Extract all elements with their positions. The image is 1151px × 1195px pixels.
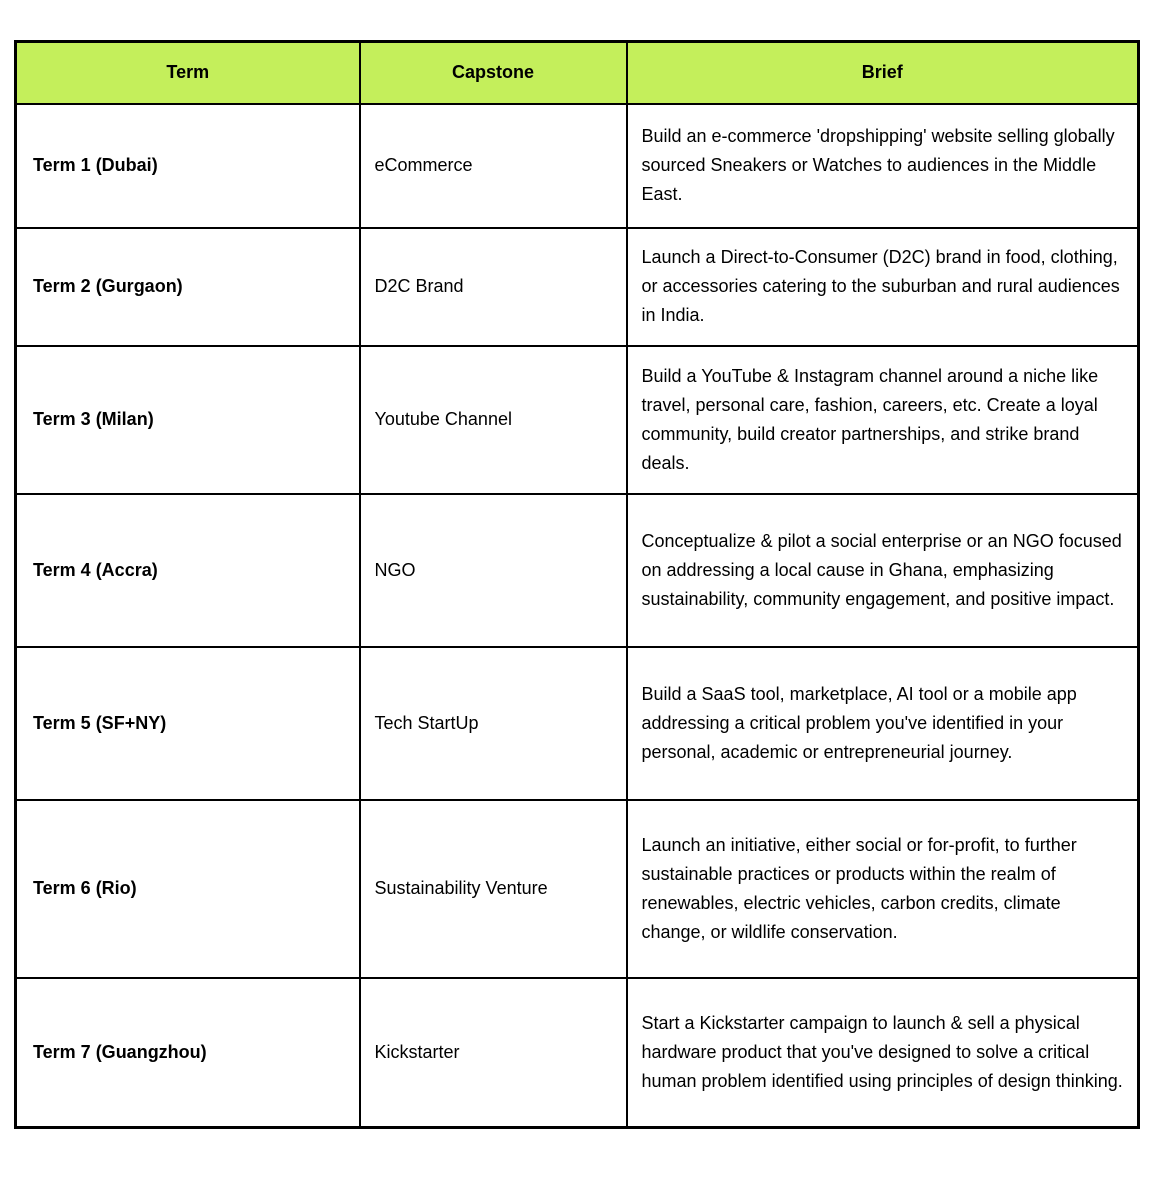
capstone-cell: D2C Brand [360,228,627,346]
capstone-cell: Sustainability Venture [360,800,627,978]
term-cell: Term 5 (SF+NY) [16,647,360,800]
table-row [16,494,1139,647]
table-row [16,346,1139,494]
brief-cell: Start a Kickstarter campaign to launch & sell a physical hardware product that you've designed to solve a critical human problem identified using principles of design thinking. [627,978,1139,1128]
brief-cell: Launch a Direct-to-Consumer (D2C) brand in food, clothing, or accessories catering to the suburban and rural audiences in India. [627,228,1139,346]
brief-cell: Build an e-commerce 'dropshipping' website selling globally sourced Sneakers or Watches to audiences in the Middle East. [627,104,1139,228]
table-row [16,978,1139,1128]
capstone-cell: eCommerce [360,104,627,228]
capstone-cell: NGO [360,494,627,647]
brief-cell: Build a YouTube & Instagram channel around a niche like travel, personal care, fashion, careers, etc. Create a loyal community, build creator partnerships, and strike brand deals. [627,346,1139,494]
table-row [16,647,1139,800]
term-cell: Term 1 (Dubai) [16,104,360,228]
header-row [16,42,1139,104]
term-cell: Term 3 (Milan) [16,346,360,494]
brief-cell: Conceptualize & pilot a social enterprise or an NGO focused on addressing a local cause in Ghana, emphasizing sustainability, community engagement, and positive impact. [627,494,1139,647]
table-row [16,104,1139,228]
brief-cell: Launch an initiative, either social or for-profit, to further sustainable practices or products within the realm of renewables, electric vehicles, carbon credits, climate change, or wildlife conservation. [627,800,1139,978]
column-header-term: Term [16,42,360,104]
term-cell: Term 2 (Gurgaon) [16,228,360,346]
brief-cell: Build a SaaS tool, marketplace, AI tool or a mobile app addressing a critical problem you've identified in your personal, academic or entrepreneurial journey. [627,647,1139,800]
table-row [16,800,1139,978]
capstone-table [14,40,1140,1129]
capstone-cell: Kickstarter [360,978,627,1128]
term-cell: Term 4 (Accra) [16,494,360,647]
capstone-cell: Tech StartUp [360,647,627,800]
column-header-brief: Brief [627,42,1139,104]
column-header-capstone: Capstone [360,42,627,104]
table-row [16,228,1139,346]
term-cell: Term 6 (Rio) [16,800,360,978]
term-cell: Term 7 (Guangzhou) [16,978,360,1128]
capstone-cell: Youtube Channel [360,346,627,494]
